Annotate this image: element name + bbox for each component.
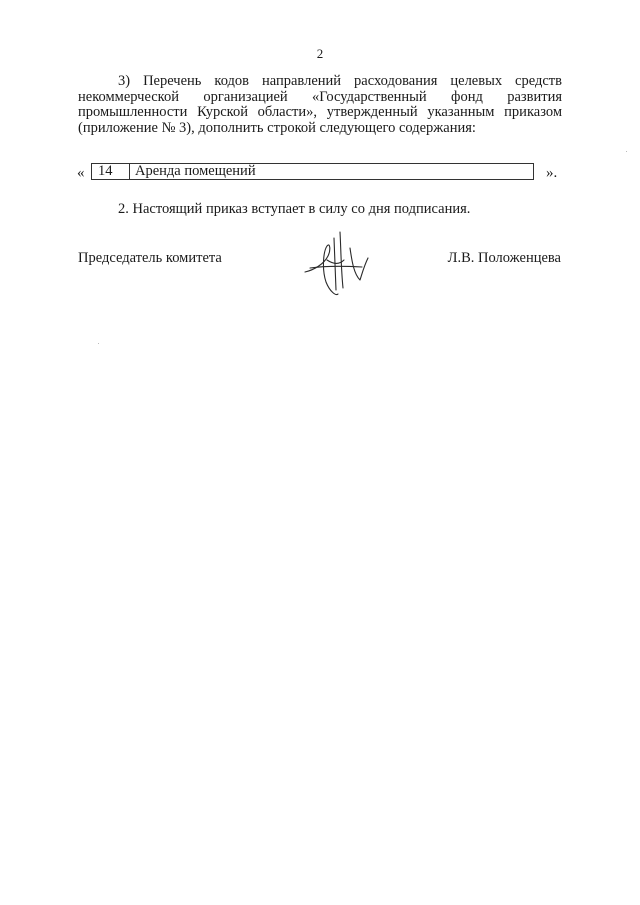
inserted-row-table	[91, 163, 534, 180]
row-code-cell: 14	[92, 164, 130, 179]
page-number: 2	[316, 46, 324, 61]
scan-speck	[626, 151, 627, 152]
row-name-cell: Аренда помещений	[135, 163, 256, 179]
signatory-title: Председатель комитета	[78, 250, 222, 266]
item-3-paragraph: 3) Перечень кодов направлений расходования целевых средств некоммерческой организацией «Государственный фонд развития промышленности Курской области», утвержденный указанным приказом (приложение № 3), дополнить строкой следующего содержания:	[78, 73, 562, 136]
opening-quote: «	[77, 165, 85, 181]
closing-quote: ».	[546, 165, 558, 181]
item-2-paragraph: 2. Настоящий приказ вступает в силу со дня подписания.	[118, 201, 471, 217]
signatory-name: Л.В. Положенцева	[447, 250, 561, 266]
scan-speck	[98, 343, 99, 344]
handwritten-signature	[300, 230, 380, 300]
